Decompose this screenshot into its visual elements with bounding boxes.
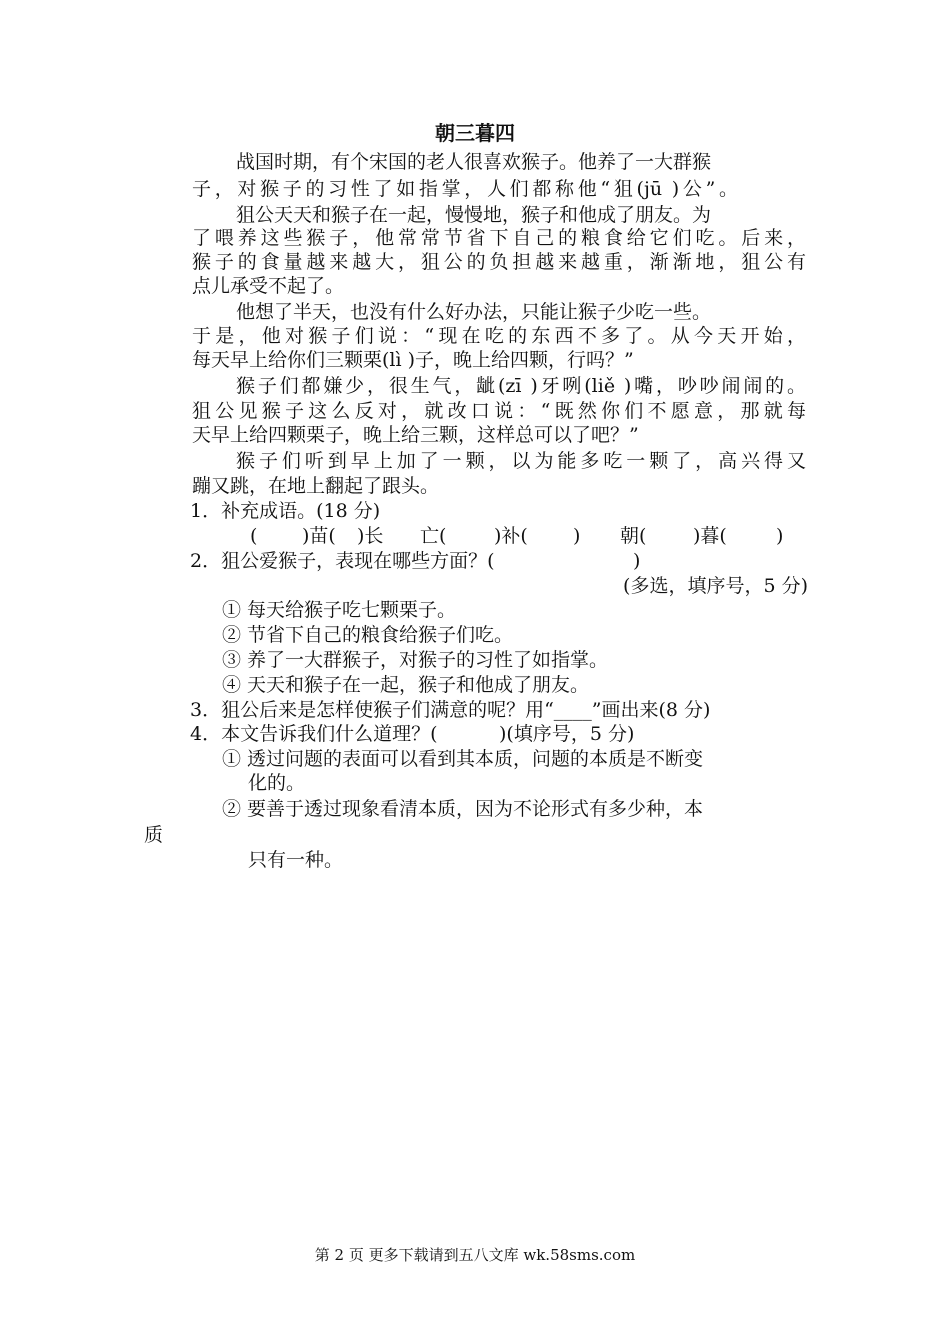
question-1: 1．补充成语。(18 分) — [190, 500, 381, 522]
document-title: 朝三暮四 — [435, 121, 515, 145]
question-3: 3．狙公后来是怎样使猴子们满意的呢？用“____”画出来(8 分) — [190, 699, 711, 721]
paragraph-line: 狙公见猴子这么反对，就改口说：“既然你们不愿意，那就每 — [192, 400, 806, 422]
blank-segment: 朝( — [620, 525, 647, 547]
paragraph-line: 子，对猴子的习性了如指掌，人们都称他“狙(jū )公”。 — [192, 178, 738, 200]
blank-close: ) — [776, 525, 784, 547]
paragraph-line: 狙公天天和猴子在一起，慢慢地，猴子和他成了朋友。为 — [236, 204, 712, 226]
option-item: ③ 养了一大群猴子，对猴子的习性了如指掌。 — [222, 649, 609, 671]
blank-segment: )苗( — [302, 525, 336, 547]
option-item: 只有一种。 — [248, 849, 344, 871]
option-item: ② 要善于透过现象看清本质，因为不论形式有多少种，本 — [222, 798, 704, 820]
option-item: ① 透过问题的表面可以看到其本质，问题的本质是不断变 — [222, 748, 704, 770]
option-item: ② 节省下自己的粮食给猴子们吃。 — [222, 624, 514, 646]
question-4: 4．本文告诉我们什么道理？( — [190, 723, 438, 745]
blank-segment: )长 — [357, 525, 384, 547]
question-4-rest: )(填序号，5 分) — [499, 723, 635, 745]
option-item: ④ 天天和猴子在一起，猴子和他成了朋友。 — [222, 674, 590, 696]
blank-open: ( — [250, 525, 258, 547]
blank-close: ) — [573, 525, 581, 547]
blank-segment: 亡( — [420, 525, 447, 547]
paragraph-line: 于是，他对猴子们说：“现在吃的东西不多了。从今天开始， — [192, 325, 806, 347]
page-footer: 第 2 页 更多下载请到五八文库 wk.58sms.com — [314, 1246, 636, 1264]
paragraph-line: 点儿承受不起了。 — [192, 275, 345, 297]
paragraph-line: 战国时期，有个宋国的老人很喜欢猴子。他养了一大群猴 — [236, 151, 712, 173]
paragraph-line: 猴子们听到早上加了一颗，以为能多吃一颗了，高兴得又 — [236, 450, 806, 472]
question-2: 2．狙公爱猴子，表现在哪些方面？( — [190, 550, 495, 572]
option-item: 质 — [144, 824, 164, 846]
option-item: 化的。 — [248, 772, 306, 794]
paragraph-line: 了喂养这些猴子，他常常节省下自己的粮食给它们吃。后来， — [192, 227, 806, 249]
paragraph-line: 蹦又跳，在地上翻起了跟头。 — [192, 475, 440, 497]
paragraph-line: 猴子们都嫌少，很生气，龇(zī )牙咧(liě )嘴，吵吵闹闹的。 — [236, 375, 806, 397]
paragraph-line: 每天早上给你们三颗栗(lì )子，晚上给四颗，行吗？” — [192, 349, 634, 371]
blank-segment: )补( — [494, 525, 528, 547]
question-2-note: (多选，填序号，5 分) — [623, 575, 808, 597]
option-item: ① 每天给猴子吃七颗栗子。 — [222, 599, 457, 621]
blank-segment: )暮( — [693, 525, 727, 547]
paragraph-line: 天早上给四颗栗子，晚上给三颗，这样总可以了吧？” — [192, 424, 639, 446]
paragraph-line: 猴子的食量越来越大，狙公的负担越来越重，渐渐地，狙公有 — [192, 251, 806, 273]
answer-close-paren: ) — [633, 550, 641, 572]
paragraph-line: 他想了半天，也没有什么好办法，只能让猴子少吃一些。 — [236, 301, 712, 323]
